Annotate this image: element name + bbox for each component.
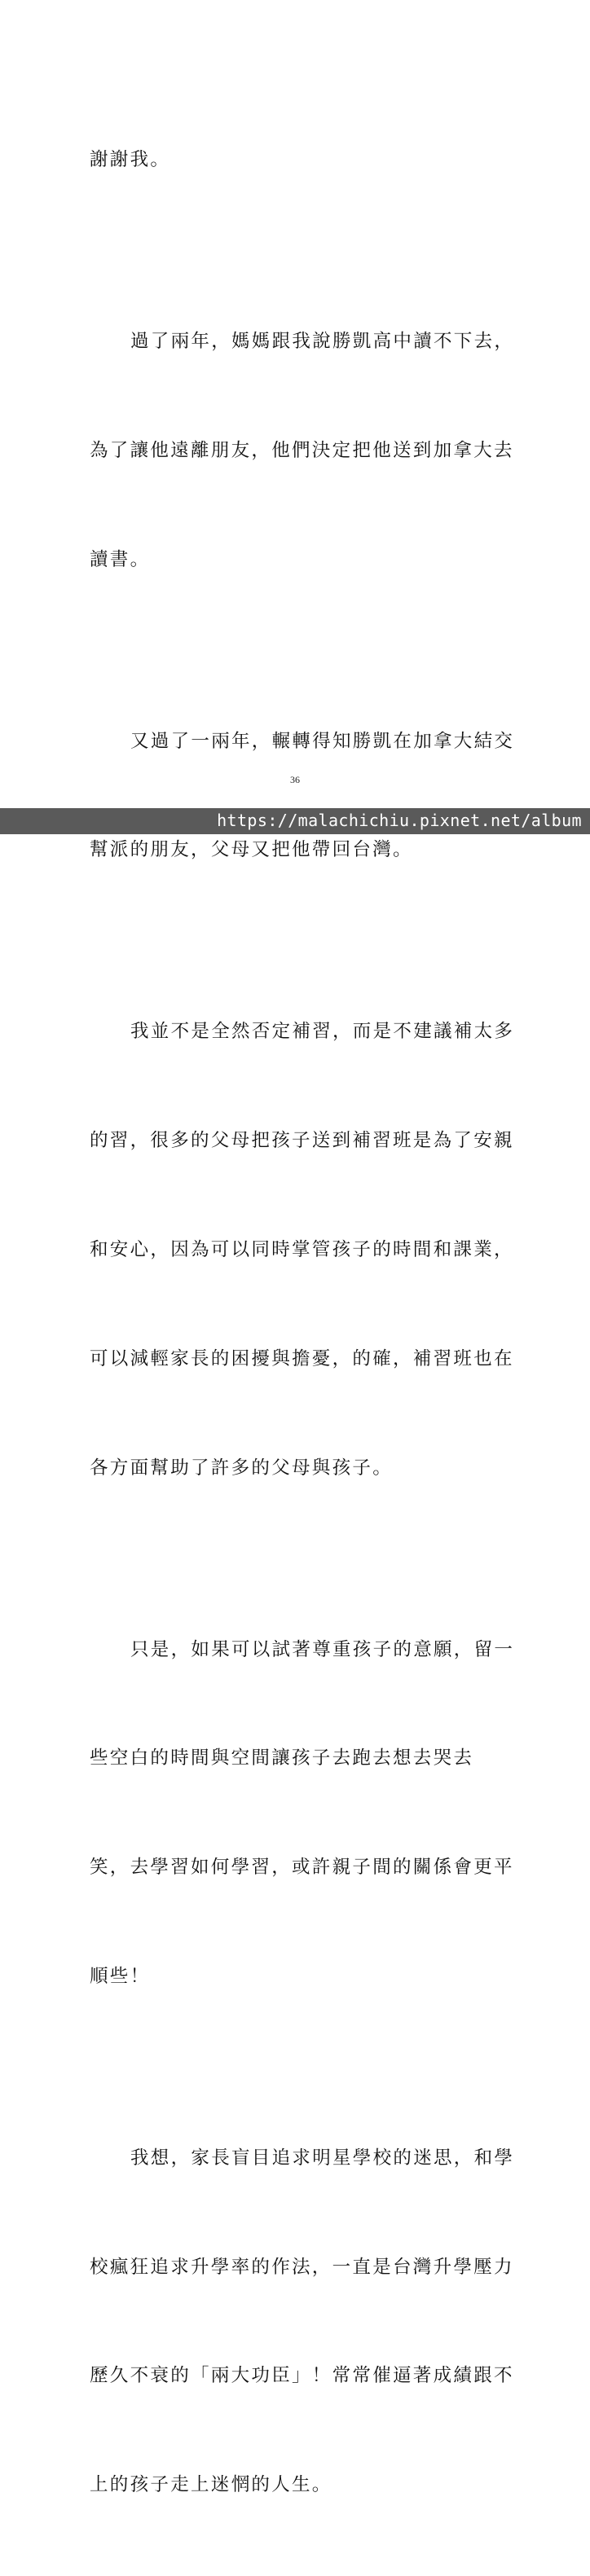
paragraph [90,251,515,651]
text-line: 幫派的朋友，父母又把他帶回台灣。 [90,839,413,861]
text-line: 校瘋狂追求升學率的作法，一直是台灣升學壓力 [90,2256,514,2278]
text-line: 的習，很多的父母把孩子送到補習班是為了安親 [90,1130,514,1152]
text-line: 順些！ [90,1965,151,1987]
watermark-url: https://malachichiu.pixnet.net/album [217,811,582,830]
paragraph [90,2068,515,2576]
paragraph [90,651,515,942]
text-line: 我想，家長盲目追求明星學校的迷思，和學 [130,2147,515,2169]
text-line: 各方面幫助了許多的父母與孩子。 [90,1457,394,1479]
text-line: 謝謝我。 [90,149,171,171]
paragraph [90,1558,515,2067]
paragraph [90,941,515,1558]
page-number: 36 [290,774,300,785]
paragraph [90,69,505,251]
body-text [90,69,515,2576]
text-line: 為了讓他遠離朋友，他們決定把他送到加拿大去 [90,439,514,461]
text-line: 上的孩子走上迷惘的人生。 [90,2474,332,2496]
text-line: 些空白的時間與空間讓孩子去跑去想去哭去 [90,1747,474,1769]
text-line: 讀書。 [90,548,151,570]
text-line: 過了兩年，媽媽跟我說勝凱高中讀不下去， [130,331,515,353]
text-line: 歷久不衰的「兩大功臣」！常常催逼著成績跟不 [90,2365,514,2387]
text-line: 我並不是全然否定補習，而是不建議補太多 [130,1021,515,1043]
watermark-bar [0,808,590,834]
text-line: 又過了一兩年，輾轉得知勝凱在加拿大結交 [130,730,515,752]
text-line: 可以減輕家長的困擾與擔憂，的確，補習班也在 [90,1347,514,1369]
text-line: 只是，如果可以試著尊重孩子的意願，留一 [130,1638,515,1660]
text-line: 笑，去學習如何學習，或許親子間的關係會更平 [90,1857,514,1879]
text-line: 和安心，因為可以同時掌管孩子的時間和課業， [90,1239,514,1260]
